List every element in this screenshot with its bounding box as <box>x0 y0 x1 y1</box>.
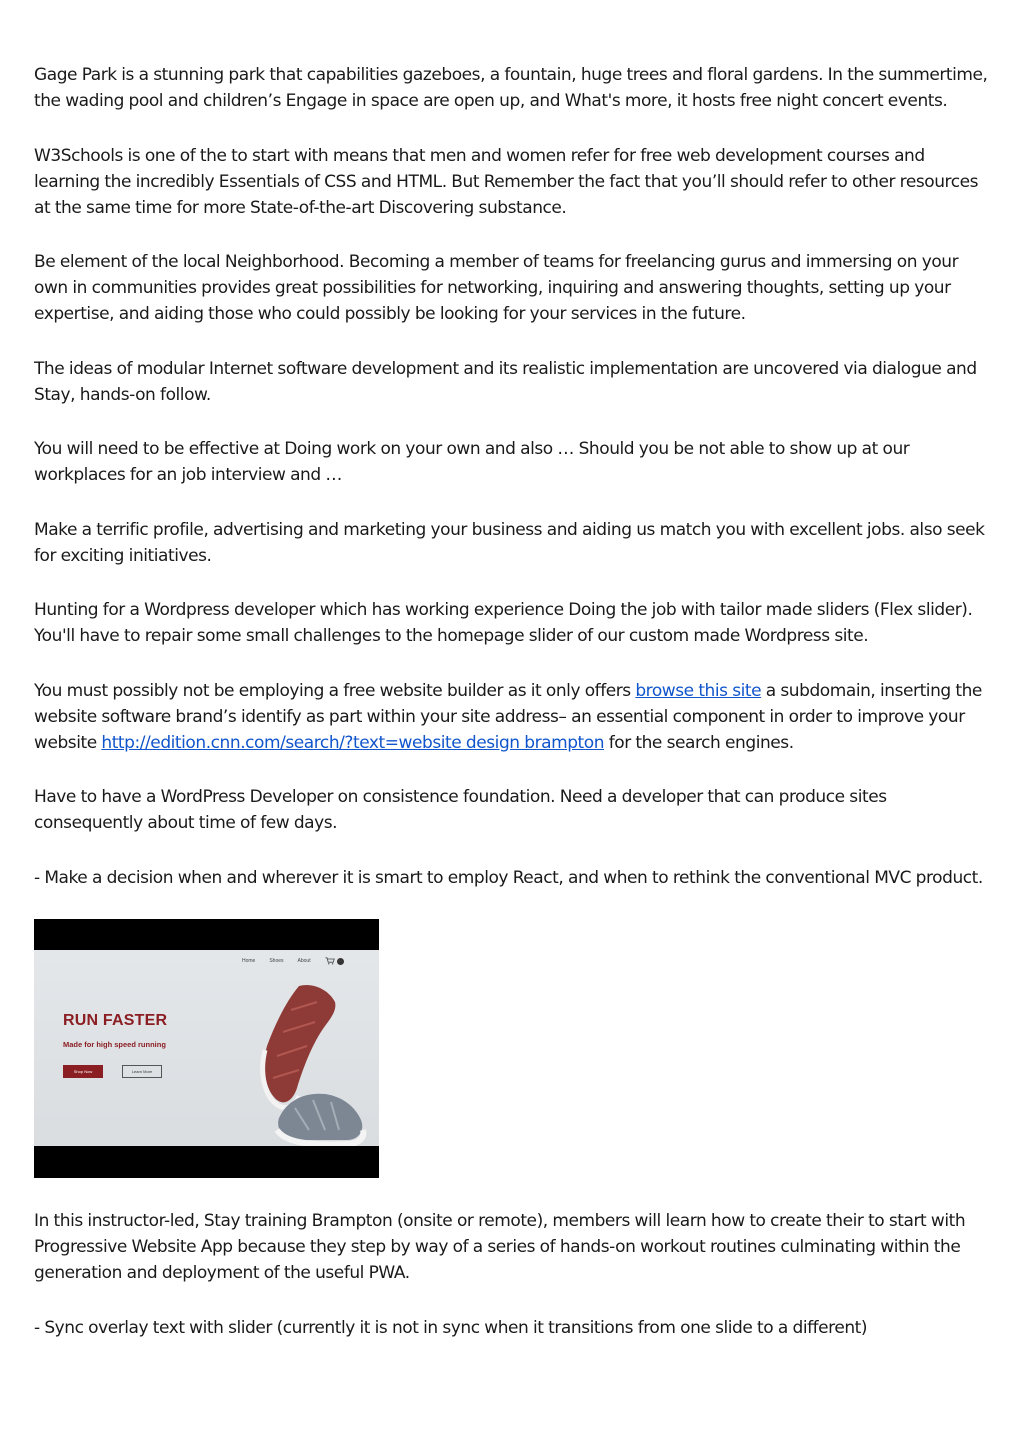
document-body <box>34 62 994 1369</box>
hero-banner-image <box>34 919 379 1178</box>
nav-home: Home <box>242 958 256 964</box>
paragraph: The ideas of modular Internet software development and its realistic implementation are uncovered via dialogue and Stay, hands-on follow. <box>34 358 977 405</box>
cart-count-badge: 0 <box>337 958 344 965</box>
paragraph-with-links <box>34 678 994 756</box>
paragraph: Gage Park is a stunning park that capabilities gazeboes, a fountain, huge trees and floral gardens. In the summertime, the wading pool and children’s Engage in space are open up, and What's more, it hosts free night concert events. <box>34 65 988 111</box>
red-shoe <box>264 985 335 1102</box>
paragraph: Make a terrific profile, advertising and marketing your business and aiding us match you with excellent jobs. also seek for exciting initiatives. <box>34 519 985 566</box>
hero-subtitle: Made for high speed running <box>63 1040 166 1049</box>
shop-now-button: Shop Now <box>63 1065 103 1078</box>
nav-shoes: Shoes <box>269 958 284 964</box>
paragraph: You will need to be effective at Doing work on your own and also … Should you be not able to show up at our workplaces for an job interview and … <box>34 439 910 485</box>
nav-about: About <box>297 958 311 964</box>
paragraph: Hunting for a Wordpress developer which has working experience Doing the job with tailor made sliders (Flex slider). You'll have to repair some small challenges to the homepage slider of our custom made Wordpress site. <box>34 600 973 646</box>
paragraph: Be element of the local Neighborhood. Becoming a member of teams for freelancing gurus and immersing on your own in communities provides great possibilities for networking, inquiring and answering thoughts, setting up your expertise, and aiding those who could possibly be looking for your services in the future. <box>34 252 959 324</box>
browse-site-link[interactable]: browse this site <box>635 680 762 701</box>
cart-icon <box>325 957 335 965</box>
hero-title: RUN FASTER <box>63 1012 168 1029</box>
cnn-search-link[interactable]: http://edition.cnn.com/search/?text=website design brampton <box>101 732 605 753</box>
paragraph-text: a subdomain, inserting the website software brand’s identify as part within your site address– an essential component in order to improve your website <box>34 680 982 753</box>
running-shoes-illustration <box>229 980 379 1146</box>
paragraph-text: for the search engines. <box>604 732 794 753</box>
paragraph: In this instructor-led, Stay training Brampton (onsite or remote), members will learn how to create their to start with Progressive Website App because they step by way of a series of hands-on workout routines culminating within the generation and deployment of the useful PWA. <box>34 1211 966 1283</box>
hero-banner-content <box>34 950 379 1146</box>
paragraph: - Sync overlay text with slider (currently it is not in sync when it transitions from one slide to a different) <box>34 1317 868 1338</box>
learn-more-button: Learn More <box>122 1065 162 1078</box>
paragraph-text: You must possibly not be employing a free website builder as it only offers <box>34 680 636 701</box>
paragraph: - Make a decision when and wherever it is smart to employ React, and when to rethink the conventional MVC product. <box>34 867 983 888</box>
paragraph: Have to have a WordPress Developer on consistence foundation. Need a developer that can produce sites consequently about time of few days. <box>34 787 887 833</box>
banner-nav <box>242 957 344 965</box>
paragraph: W3Schools is one of the to start with means that men and women refer for free web development courses and learning the incredibly Essentials of CSS and HTML. But Remember the fact that you’ll should refer to other resources at the same time for more State-of-the-art Discovering substance. <box>34 145 979 218</box>
cart <box>325 957 344 965</box>
